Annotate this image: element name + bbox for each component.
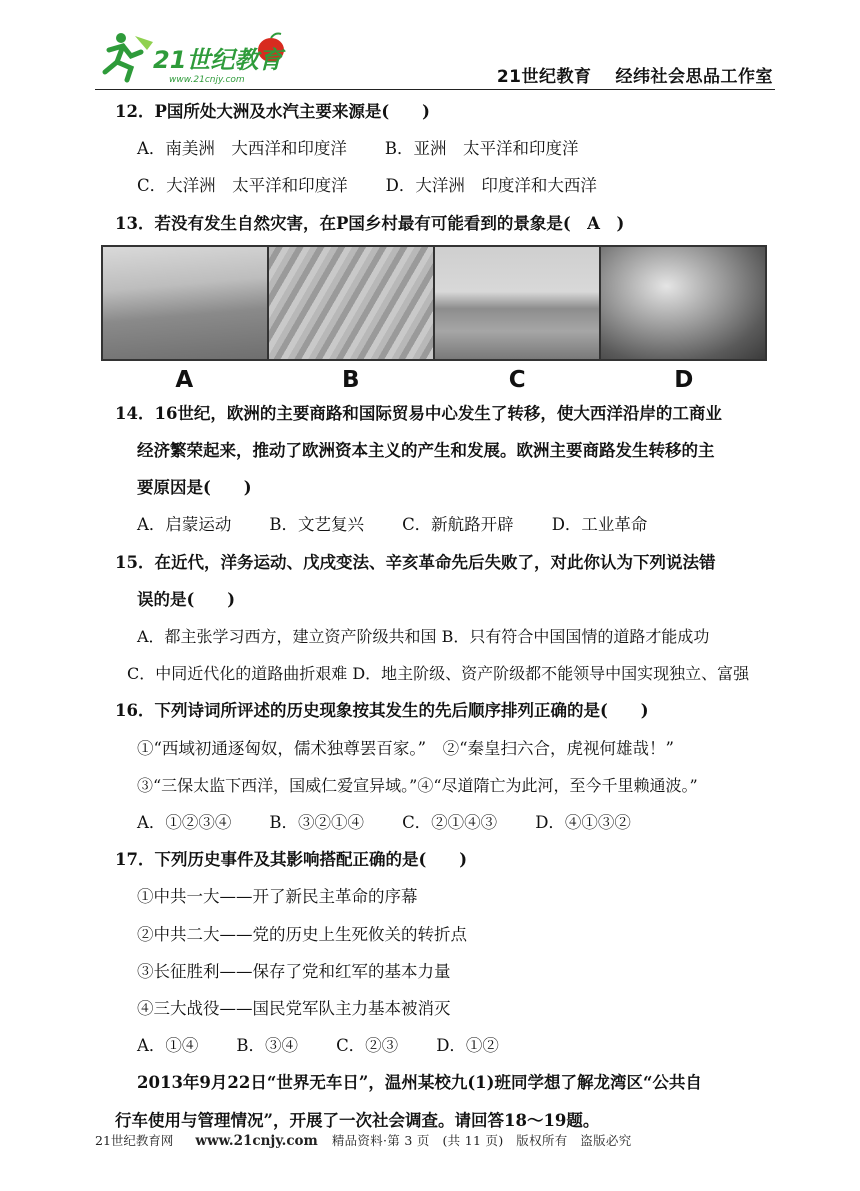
q12-option-c: C．大洋洲 太平洋和印度洋 [137, 176, 348, 196]
q15-options-row1: A．都主张学习西方，建立资产阶级共和国 B．只有符合中国国情的道路才能成功 [137, 627, 710, 647]
q12-options-row1 [115, 130, 805, 167]
q16-option-b: B．③②①④ [269, 813, 365, 833]
logo-url: www.21cnjy.com [169, 75, 245, 85]
q17-item-2: ②中共二大——党的历史上生死攸关的转折点 [137, 924, 467, 944]
q13-title: 13．若没有发生自然灾害，在P国乡村最有可能看到的景象是( A ) [115, 213, 625, 233]
photo-label-b: B [341, 366, 360, 393]
q15-title-line2: 误的是( ) [137, 589, 236, 609]
q14-option-b: B．文艺复兴 [269, 515, 365, 535]
q16-title: 16．下列诗词所评述的历史现象按其发生的先后顺序排列正确的是( ) [115, 701, 649, 721]
q14-title-line3: 要原因是( ) [137, 478, 252, 498]
page-header [95, 28, 775, 90]
photo-c-ox-carts [435, 247, 601, 359]
q17-item-3: ③长征胜利——保存了党和红军的基本力量 [137, 961, 451, 981]
q12-option-b: B．亚洲 太平洋和印度洋 [384, 139, 579, 159]
q14-option-d: D．工业革命 [551, 515, 648, 535]
running-figure-icon [105, 33, 153, 80]
q12-title: 12．P国所处大洲及水汽主要来源是( ) [115, 102, 430, 121]
photo-b-harvesters [269, 247, 435, 359]
q16-poem-line1: ①“西域初通逐匈奴，儒术独尊罢百家。” ②“秦皇扫六合，虎视何雄哉！” [137, 738, 674, 758]
photo-label-c: C [508, 366, 526, 393]
q16-option-d: D．④①③② [535, 813, 631, 833]
q16-options [115, 804, 805, 841]
q17-item-1: ①中共一大——开了新民主革命的序幕 [137, 887, 418, 907]
q12-options-row2 [115, 167, 805, 204]
brand-name: 21世纪教育 [496, 67, 592, 87]
q14-title-line2: 经济繁荣起来，推动了欧洲资本主义的产生和发展。欧洲主要商路发生转移的主 [137, 441, 715, 461]
q14-options [115, 506, 805, 543]
footer-site-link[interactable]: www.21cnjy.com [195, 1133, 318, 1149]
footer-page-info: 精品资料·第 3 页 (共 11 页) 版权所有 盗版必究 [331, 1133, 632, 1148]
photo-d-wool-shearing [601, 247, 765, 359]
q16-option-c: C．②①④③ [402, 813, 498, 833]
intro-line2: 行车使用与管理情况”，开展了一次社会调查。请回答18～19题。 [115, 1110, 600, 1130]
q17-options [115, 1027, 805, 1064]
q15-options-row2: C．中同近代化的道路曲折艰难 D．地主阶级、资产阶级都不能领导中国实现独立、富强 [127, 664, 750, 684]
q17-option-d: D．①② [436, 1036, 499, 1056]
q15-title-line1: 15．在近代，洋务运动、戊戌变法、辛亥革命先后失败了，对此你认为下列说法错 [115, 552, 716, 572]
q16-option-a: A．①②③④ [137, 813, 232, 833]
q13-photo-strip [101, 245, 767, 361]
q13-photo-labels [101, 365, 767, 395]
q14-option-c: C．新航路开辟 [402, 515, 514, 535]
q17-option-b: B．③④ [236, 1036, 299, 1056]
photo-a-field-workers [103, 247, 269, 359]
question-content [115, 93, 805, 1139]
q12-option-d: D．大洋洲 印度洋和大西洋 [385, 176, 597, 196]
studio-name: 经纬社会思品工作室 [615, 67, 773, 87]
photo-label-a: A [175, 366, 194, 393]
q16-poem-line2: ③“三保太监下西洋，国威仁爱宣异域。”④“尽道隋亡为此河，至今千里赖通波。” [137, 775, 698, 795]
logo-text: 21世纪教育 [153, 46, 283, 74]
q17-option-a: A．①④ [137, 1036, 199, 1056]
header-title [497, 62, 773, 87]
page-footer [95, 1131, 775, 1149]
q14-option-a: A．启蒙运动 [137, 515, 232, 535]
footer-left: 21世纪教育网 [95, 1133, 174, 1148]
q17-option-c: C．②③ [336, 1036, 399, 1056]
q17-item-4: ④三大战役——国民党军队主力基本被消灭 [137, 999, 451, 1019]
q12-option-a: A．南美洲 大西洋和印度洋 [137, 139, 347, 159]
photo-label-d: D [674, 366, 694, 393]
intro-line1: 2013年9月22日“世界无车日”，温州某校九(1)班同学想了解龙湾区“公共自 [137, 1073, 702, 1093]
q14-title-line1: 14．16世纪，欧洲的主要商路和国际贸易中心发生了转移，使大西洋沿岸的工商业 [115, 403, 722, 423]
q17-title: 17．下列历史事件及其影响搭配正确的是( ) [115, 850, 468, 870]
logo-21cnjy [95, 28, 295, 86]
